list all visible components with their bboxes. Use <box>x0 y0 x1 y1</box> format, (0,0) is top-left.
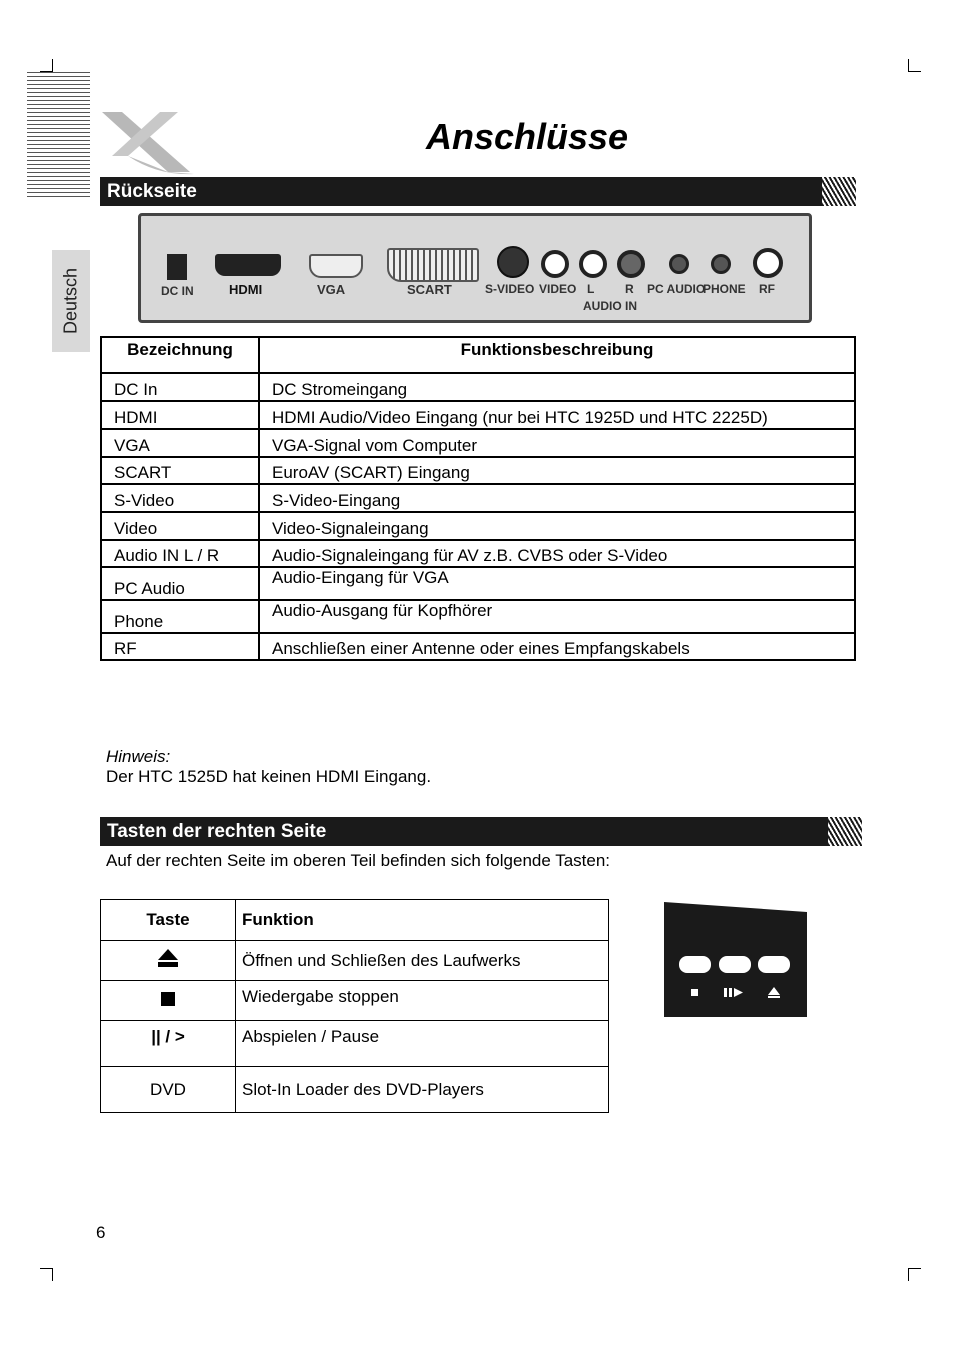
cell-name: Phone <box>101 600 259 633</box>
cell-name: HDMI <box>101 401 259 429</box>
table-row <box>101 633 855 660</box>
table-row <box>101 600 855 633</box>
column-header: Taste <box>101 900 236 941</box>
cell-function: Wiedergabe stoppen <box>236 981 609 1021</box>
panel-label-r: R <box>625 282 634 296</box>
language-label: Deutsch <box>60 267 81 335</box>
column-header: Funktionsbeschreibung <box>259 337 855 373</box>
table-row <box>101 981 609 1021</box>
panel-label-svideo: S-VIDEO <box>485 282 535 296</box>
audio-r-connector <box>617 250 645 278</box>
rf-connector <box>753 248 783 278</box>
table-row <box>101 540 855 567</box>
crop-mark-top-right <box>908 59 921 72</box>
cell-description: Audio-Eingang für VGA <box>259 567 855 600</box>
cell-key: || / > <box>101 1021 236 1067</box>
cell-name: Audio IN L / R <box>101 540 259 567</box>
page-number: 6 <box>96 1223 106 1242</box>
cell-name: SCART <box>101 457 259 484</box>
table-row <box>101 373 855 401</box>
hdmi-connector <box>215 254 281 276</box>
table-row <box>101 1067 609 1113</box>
cell-function: Abspielen / Pause <box>236 1021 609 1067</box>
panel-label-vga: VGA <box>317 282 346 297</box>
cell-key <box>101 981 236 1021</box>
section-intro: Auf der rechten Seite im oberen Teil befinden sich folgende Tasten: <box>106 851 611 870</box>
table-header-row <box>101 337 855 373</box>
section-header-rueckseite <box>100 177 856 206</box>
cell-name: Video <box>101 512 259 540</box>
panel-label-pc-audio: PC AUDIO <box>647 282 706 296</box>
table-row <box>101 484 855 512</box>
cell-description: VGA-Signal vom Computer <box>259 429 855 457</box>
cell-function: Öffnen und Schließen des Laufwerks <box>236 941 609 981</box>
eject-icon <box>157 947 179 969</box>
cell-description: S-Video-Eingang <box>259 484 855 512</box>
cell-description: Audio-Ausgang für Kopfhörer <box>259 600 855 633</box>
column-header: Bezeichnung <box>101 337 259 373</box>
note-text: Der HTC 1525D hat keinen HDMI Eingang. <box>106 767 432 786</box>
panel-label-dc-in: DC IN <box>161 284 194 298</box>
cell-description: Audio-Signaleingang für AV z.B. CVBS oder S-Video <box>259 540 855 567</box>
panel-label-scart: SCART <box>407 282 452 297</box>
note-label: Hinweis: <box>106 747 171 766</box>
cell-name: RF <box>101 633 259 660</box>
cell-function: Slot-In Loader des DVD-Players <box>236 1067 609 1113</box>
panel-label-rf: RF <box>759 282 775 296</box>
scart-connector <box>387 248 479 282</box>
svideo-connector <box>497 246 529 278</box>
crop-mark-top-left <box>40 59 53 72</box>
cell-description: EuroAV (SCART) Eingang <box>259 457 855 484</box>
section-header-tasten <box>100 817 862 846</box>
table-row <box>101 457 855 484</box>
panel-label-phone: PHONE <box>703 282 746 296</box>
vga-connector <box>309 254 363 278</box>
side-buttons-illustration <box>664 902 807 1017</box>
cell-description: DC Stromeingang <box>259 373 855 401</box>
panel-label-l: L <box>587 282 595 296</box>
table-row <box>101 401 855 429</box>
buttons-table <box>100 899 609 1113</box>
cell-name: PC Audio <box>101 567 259 600</box>
language-tab <box>52 250 90 352</box>
cell-name: VGA <box>101 429 259 457</box>
section-heading: Rückseite <box>107 181 197 202</box>
audio-l-connector <box>579 250 607 278</box>
table-row <box>101 512 855 540</box>
cell-description: Video-Signaleingang <box>259 512 855 540</box>
back-panel-illustration <box>138 213 812 323</box>
cell-key <box>101 941 236 981</box>
section-heading: Tasten der rechten Seite <box>107 821 327 842</box>
table-row <box>101 429 855 457</box>
dc-in-connector <box>167 254 187 280</box>
cell-name: S-Video <box>101 484 259 512</box>
stop-icon <box>161 992 175 1006</box>
table-row <box>101 941 609 981</box>
cell-description: HDMI Audio/Video Eingang (nur bei HTC 1925D und HTC 2225D) <box>259 401 855 429</box>
cell-key: DVD <box>101 1067 236 1113</box>
pc-audio-connector <box>669 254 689 274</box>
panel-label-audio-in: AUDIO IN <box>583 299 637 313</box>
table-row <box>101 1021 609 1067</box>
table-row <box>101 567 855 600</box>
panel-label-video: VIDEO <box>539 282 577 296</box>
panel-label-hdmi: HDMI <box>229 282 263 297</box>
phone-connector <box>711 254 731 274</box>
video-connector <box>541 250 569 278</box>
column-header: Funktion <box>236 900 609 941</box>
cell-name: DC In <box>101 373 259 401</box>
crop-mark-bottom-right <box>908 1268 921 1281</box>
crop-mark-bottom-left <box>40 1268 53 1281</box>
table-header-row <box>101 900 609 941</box>
connections-table <box>100 336 856 661</box>
cell-description: Anschließen einer Antenne oder eines Empfangskabels <box>259 633 855 660</box>
page-title: Anschlüsse <box>425 116 629 157</box>
